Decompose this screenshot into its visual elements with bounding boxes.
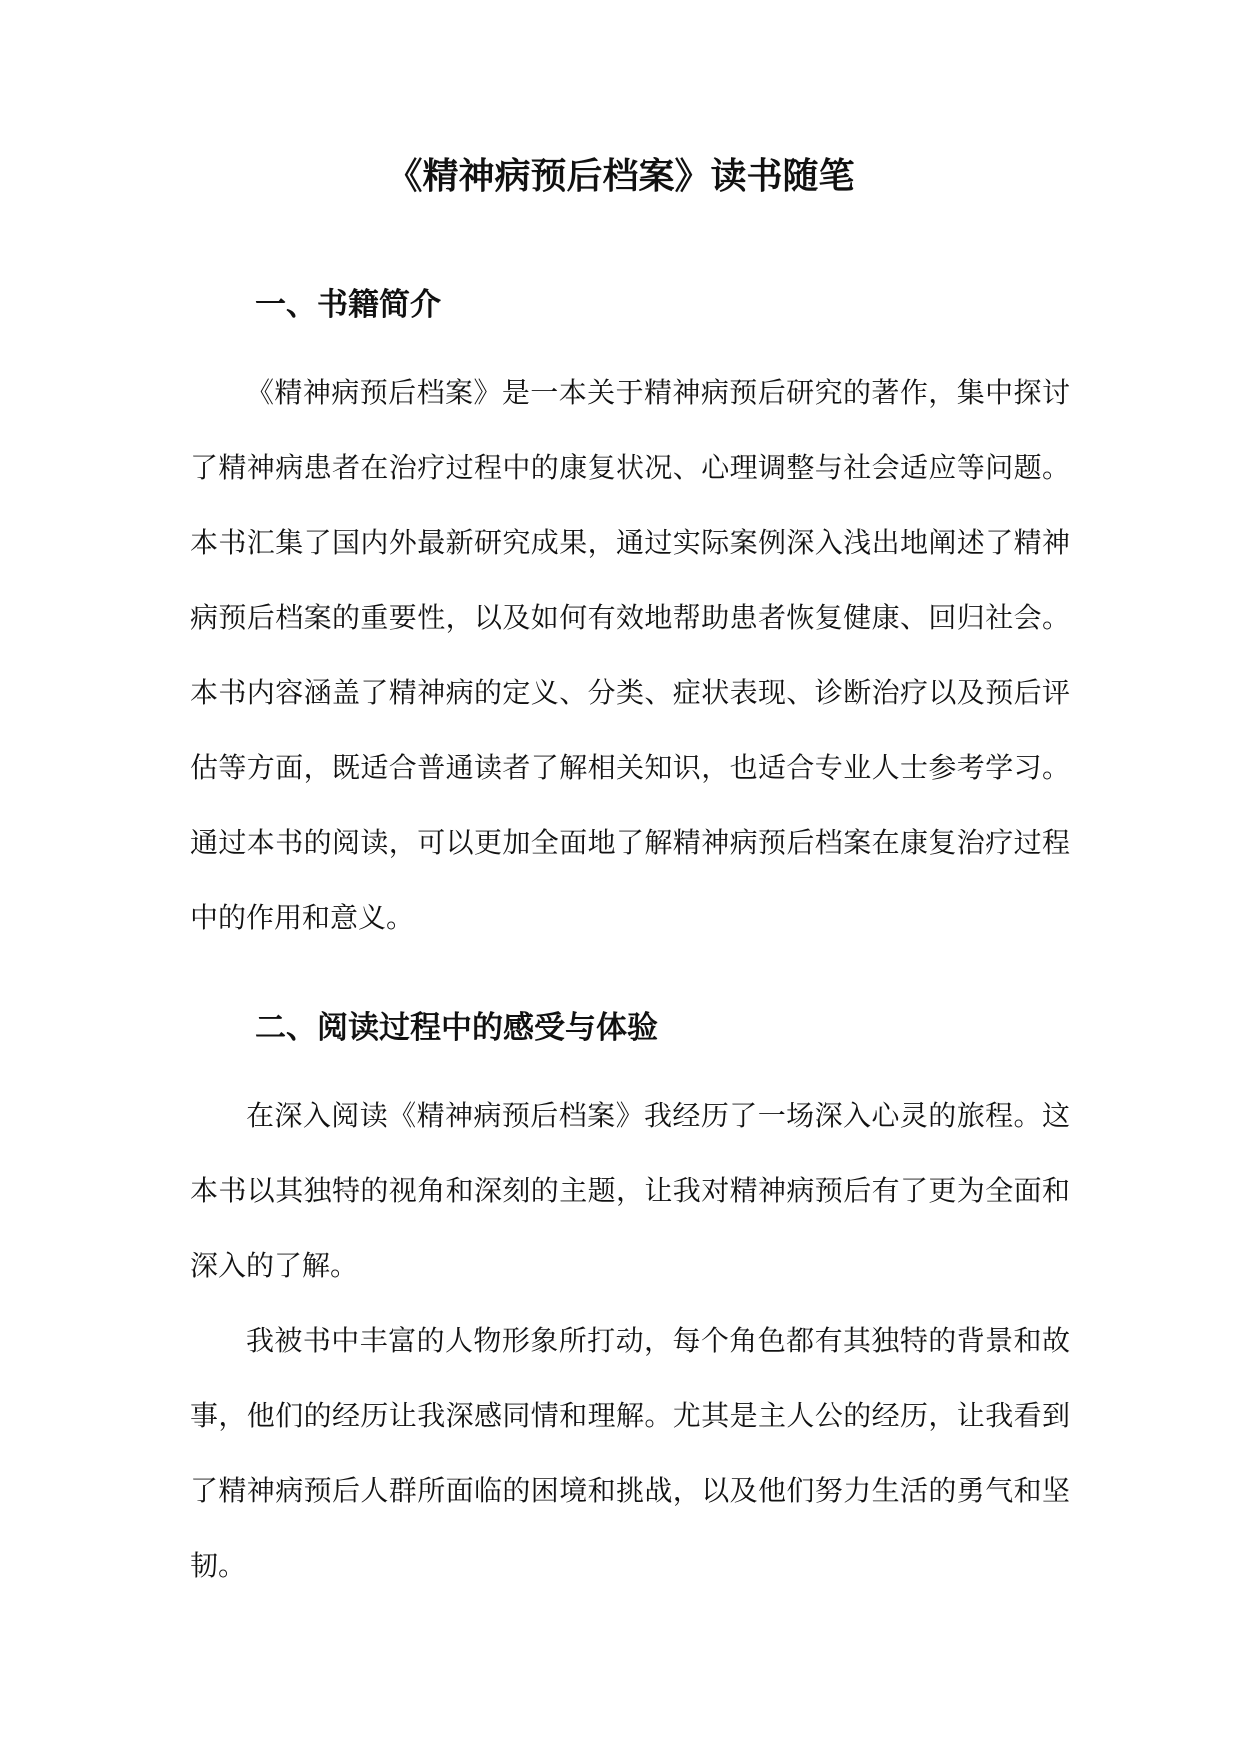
document-title: 《精神病预后档案》读书随笔 — [386, 155, 855, 197]
section-heading-reading-experience: 二、阅读过程中的感受与体验 — [255, 1010, 658, 1046]
paragraph-book-intro: 《精神病预后档案》是一本关于精神病预后研究的著作，集中探讨了精神病患者在治疗过程中的康复状况、心理调整与社会适应等问题。本书汇集了国内外最新研究成果，通过实际案例深入浅出地阐述了精神病预后档案的重要性，以及如何有效地帮助患者恢复健康、回归社会。本书内容涵盖了精神病的定义、分类、症状表现、诊断治疗以及预后评估等方面，既适合普通读者了解相关知识，也适合专业人士参考学习。通过本书的阅读，可以更加全面地了解精神病预后档案在康复治疗过程中的作用和意义。 — [190, 376, 1070, 934]
paragraph-reading-experience-1: 在深入阅读《精神病预后档案》我经历了一场深入心灵的旅程。这本书以其独特的视角和深刻的主题，让我对精神病预后有了更为全面和深入的了解。 — [190, 1099, 1070, 1282]
section-heading-book-intro: 一、书籍简介 — [255, 287, 441, 323]
paragraph-reading-experience-2: 我被书中丰富的人物形象所打动，每个角色都有其独特的背景和故事，他们的经历让我深感同情和理解。尤其是主人公的经历，让我看到了精神病预后人群所面临的困境和挑战，以及他们努力生活的勇气和坚韧。 — [190, 1324, 1070, 1582]
